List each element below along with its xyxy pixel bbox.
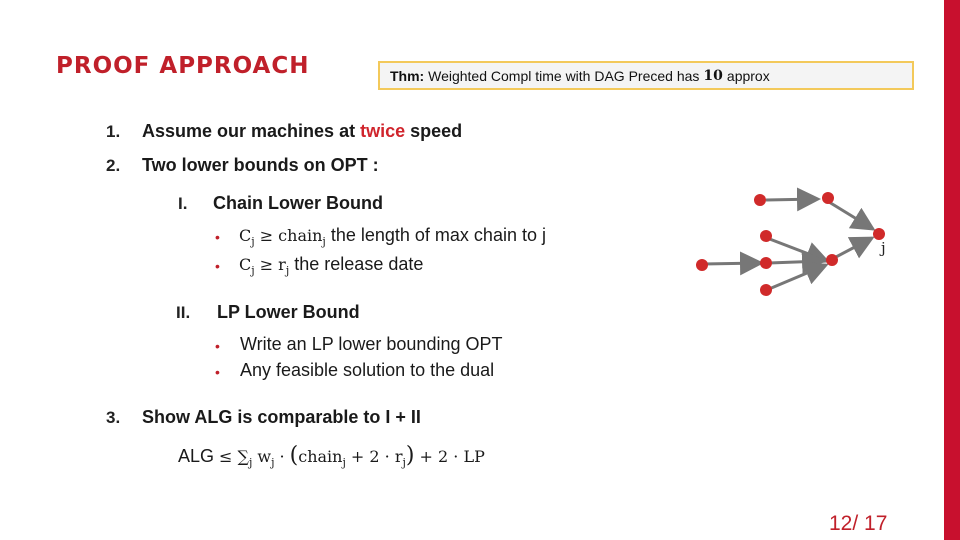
math-relation: ≥ chain [259, 226, 323, 245]
lp-bound-number: II. [176, 303, 191, 322]
theorem-number: 10 [703, 67, 723, 84]
formula-sub: j [248, 456, 253, 469]
math-sub: j [251, 235, 255, 248]
math-sub: j [285, 264, 290, 277]
bullet-dot: • [215, 258, 220, 274]
graph-edge [834, 238, 872, 258]
lp-bullet-1: Write an LP lower bounding OPT [240, 334, 503, 354]
graph-node [822, 192, 834, 204]
item-2-text: Two lower bounds on OPT : [142, 155, 379, 175]
lp-bullet-2: Any feasible solution to the dual [240, 360, 495, 380]
formula-chain: chain [298, 447, 343, 466]
graph-node-label: j [881, 239, 886, 257]
item-1-text-after: speed [410, 121, 463, 141]
graph-edge [829, 202, 873, 229]
page-separator: / [852, 512, 859, 535]
formula-relation: ≤ ∑ [219, 447, 249, 466]
graph-node [696, 259, 708, 271]
item-1-highlight: twice [360, 121, 406, 141]
item-1-text-before: Assume our machines at [142, 121, 356, 141]
formula-sub: j [271, 456, 275, 469]
chain-bound-heading: Chain Lower Bound [213, 193, 383, 213]
graph-node [754, 194, 766, 206]
page-number [829, 512, 887, 536]
theorem-prefix: Thm: [390, 67, 425, 84]
dag-graph [690, 185, 900, 300]
math-relation: ≥ r [259, 255, 286, 274]
graph-edge [769, 261, 823, 263]
item-2-number: 2. [106, 156, 121, 175]
formula-sub: j [342, 456, 346, 469]
formula-plus-r: + 2 · r [350, 447, 403, 466]
bullet-dot: • [215, 364, 220, 380]
item-1-number: 1. [106, 122, 121, 141]
chain-bullet-1 [239, 225, 546, 248]
theorem-box [378, 61, 914, 90]
graph-node [760, 284, 772, 296]
chain-bullet-2 [239, 254, 423, 277]
math-c: C [239, 226, 252, 245]
graph-node [760, 257, 772, 269]
item-3-number: 3. [106, 408, 121, 427]
item-1-text [142, 121, 462, 142]
bullet-text: the release date [294, 254, 424, 274]
item-3-text: Show ALG is comparable to I + II [142, 407, 421, 427]
graph-node [760, 230, 772, 242]
theorem-text-after: approx [726, 67, 770, 84]
bullet-text: the length of max chain to j [330, 225, 546, 245]
lp-bound-heading: LP Lower Bound [217, 302, 360, 322]
chain-bound-number: I. [178, 194, 188, 213]
graph-edge [766, 199, 818, 200]
math-sub: j [251, 264, 255, 277]
bullet-dot: • [215, 338, 220, 354]
right-accent-bar [944, 0, 960, 540]
formula-dot: · [279, 447, 285, 466]
formula-paren: ( [289, 443, 299, 468]
formula-w: w [257, 447, 272, 466]
theorem-text: Weighted Compl time with DAG Preced has [428, 67, 700, 84]
page-total: 17 [864, 512, 888, 535]
graph-node [826, 254, 838, 266]
bullet-dot: • [215, 229, 220, 245]
alg-formula [178, 443, 485, 469]
page-title: PROOF APPROACH [56, 53, 310, 79]
graph-edge [767, 238, 827, 261]
graph-edge [703, 263, 761, 264]
formula-paren: ) [405, 443, 415, 468]
page-current: 12 [829, 512, 853, 535]
graph-edges [703, 199, 873, 289]
formula-alg: ALG [178, 446, 215, 466]
formula-tail: + 2 · LP [419, 447, 485, 466]
math-c: C [239, 255, 252, 274]
math-sub: j [322, 235, 326, 248]
formula-sub: j [402, 456, 406, 469]
graph-edge [769, 265, 826, 289]
